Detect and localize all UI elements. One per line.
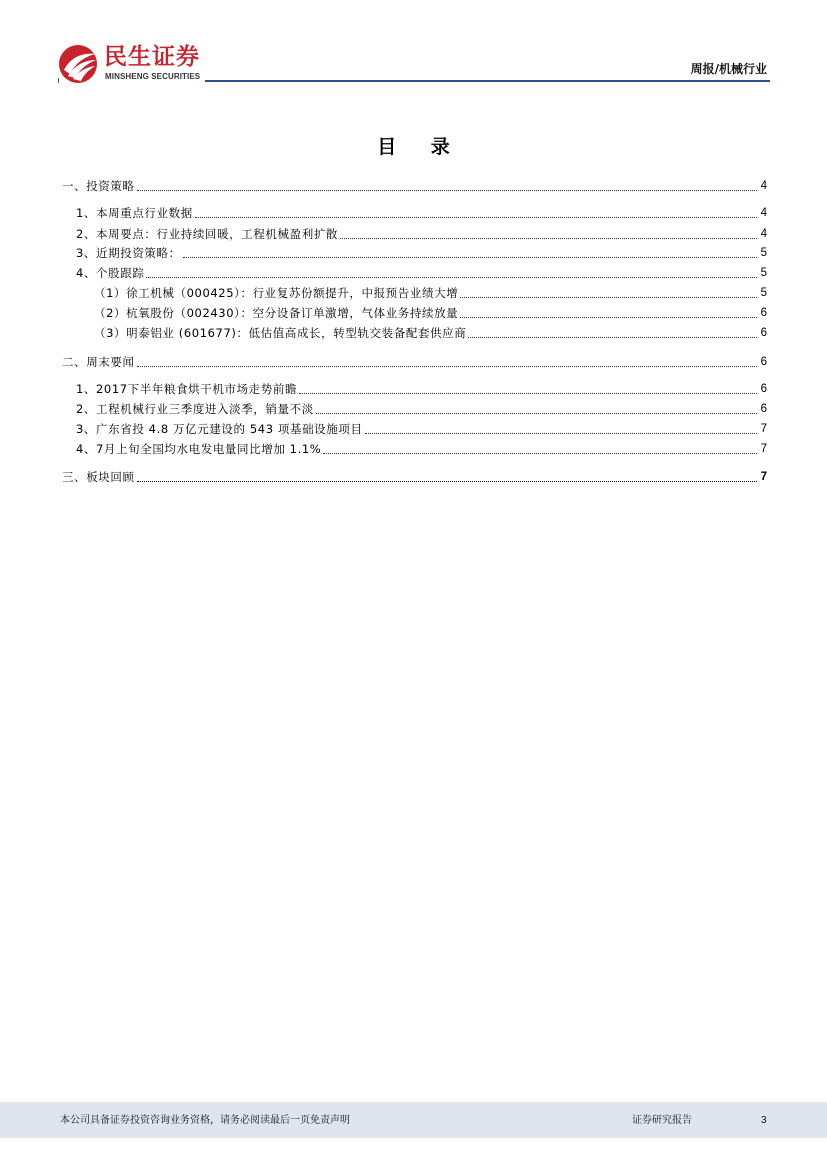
- toc-entry-text: 1、本周重点行业数据: [76, 206, 193, 220]
- page-footer: [0, 1102, 827, 1138]
- toc-entry-page: 7: [760, 423, 767, 435]
- toc-entry-text: 2、本周要点：行业持续回暖，工程机械盈利扩散: [76, 227, 339, 241]
- logo-english-name: MINSHENG SECURITIES: [105, 72, 201, 81]
- toc-entry-text: 1、2017下半年粮食烘干机市场走势前瞻: [76, 382, 298, 396]
- toc-leader: [137, 365, 757, 367]
- toc-entry-text: 三、板块回顾: [62, 470, 135, 484]
- toc-leader: [323, 452, 757, 454]
- toc-entry-page: 5: [760, 287, 767, 299]
- toc-entry-text: 4、7月上旬全国均水电发电量同比增加 1.1%: [76, 442, 322, 456]
- report-category-tag: 周报/机械行业: [690, 62, 767, 76]
- toc-leader: [316, 412, 757, 414]
- toc-leader: [468, 336, 757, 338]
- toc-entry[interactable]: [62, 470, 767, 485]
- page-header: [0, 0, 827, 90]
- toc-entry-page: 5: [760, 267, 767, 279]
- logo-chinese-name: 民生证券: [104, 44, 200, 70]
- toc-leader: [195, 216, 757, 218]
- toc-title: 目 录: [377, 136, 464, 158]
- toc-entry[interactable]: [76, 246, 767, 261]
- toc-entry-page: 6: [760, 383, 767, 395]
- toc-entry-page: 6: [760, 403, 767, 415]
- footer-doc-type: 证券研究报告: [632, 1115, 692, 1126]
- footer-disclaimer: 本公司具备证券投资咨询业务资格，请务必阅读最后一页免责声明: [60, 1115, 350, 1126]
- toc-entry[interactable]: [76, 227, 767, 242]
- toc-leader: [460, 316, 757, 318]
- toc-entry[interactable]: [62, 355, 767, 370]
- toc-entry[interactable]: [76, 442, 767, 457]
- toc-leader: [183, 256, 757, 258]
- toc-entry[interactable]: [76, 402, 767, 417]
- toc-entry[interactable]: [76, 422, 767, 437]
- toc-leader: [137, 189, 757, 191]
- toc-entry-text: 2、工程机械行业三季度进入淡季，销量不淡: [76, 402, 314, 416]
- minsheng-logo-icon: [58, 44, 100, 84]
- toc-entry[interactable]: [94, 286, 767, 301]
- toc-leader: [299, 392, 757, 394]
- toc-entry[interactable]: [76, 206, 767, 221]
- toc-entry-text: 二、周末要闻: [62, 355, 135, 369]
- header-divider: [205, 80, 770, 82]
- toc-leader: [137, 480, 757, 482]
- toc-entry[interactable]: [62, 179, 767, 194]
- toc-entry-page: 6: [760, 356, 767, 368]
- toc-entry-page: 7: [760, 443, 767, 455]
- toc-entry-page: 5: [760, 247, 767, 259]
- toc-entry-page: 4: [760, 228, 767, 240]
- toc-entry-text: （3）明泰铝业 (601677)：低估值高成长，转型轨交装备配套供应商: [94, 326, 467, 340]
- toc-entry-page: 7: [760, 471, 767, 483]
- toc-leader: [365, 432, 757, 434]
- toc-entry-text: 3、广东省投 4.8 万亿元建设的 543 项基础设施项目: [76, 422, 363, 436]
- toc-entry-page: 4: [760, 207, 767, 219]
- footer-page-number: 3: [761, 1115, 767, 1126]
- toc-entry-page: 6: [760, 327, 767, 339]
- toc-entry-text: （2）杭氧股份（002430）：空分设备订单激增，气体业务持续放量: [94, 306, 459, 320]
- toc-entry-text: （1）徐工机械（000425）：行业复苏份额提升，中报预告业绩大增: [94, 286, 459, 300]
- toc-entry-text: 一、投资策略: [62, 179, 135, 193]
- toc-entry[interactable]: [94, 326, 767, 341]
- toc-leader: [340, 237, 757, 239]
- header-tick-mark: [58, 78, 59, 83]
- toc-entry-page: 4: [760, 180, 767, 192]
- toc-entry-page: 6: [760, 307, 767, 319]
- toc-entry[interactable]: [76, 266, 767, 281]
- toc-entry-text: 3、近期投资策略：: [76, 246, 181, 260]
- toc-entry[interactable]: [76, 382, 767, 397]
- toc-entry[interactable]: [94, 306, 767, 321]
- toc-leader: [460, 296, 757, 298]
- toc-entry-text: 4、个股跟踪: [76, 266, 145, 280]
- toc-leader: [146, 276, 757, 278]
